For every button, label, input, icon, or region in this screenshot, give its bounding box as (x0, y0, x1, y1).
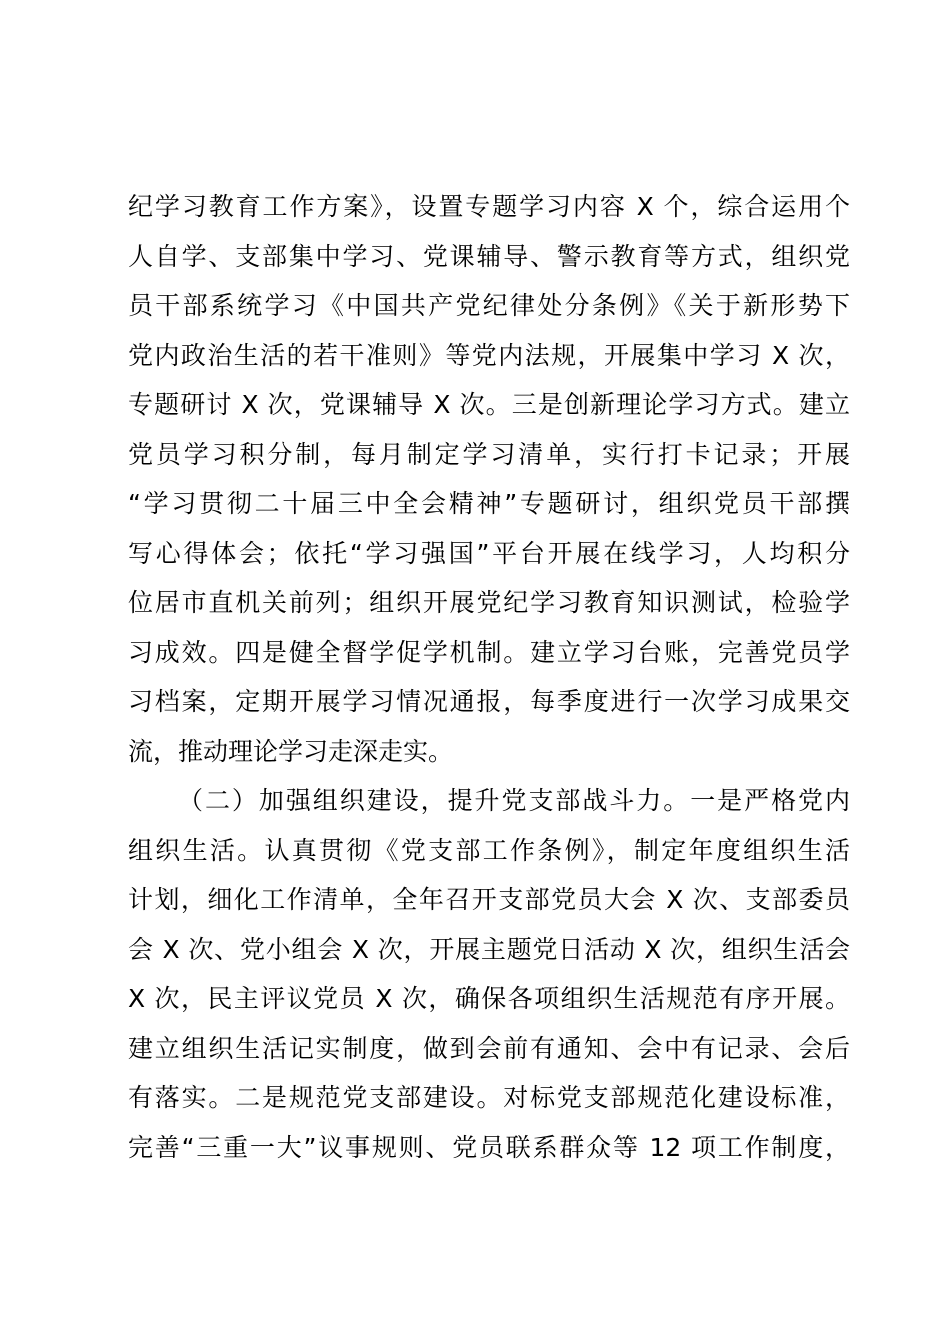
text-line: 人自学、支部集中学习、党课辅导、警示教育等方式，组织党 (128, 241, 850, 271)
text-line: 党员学习积分制，每月制定学习清单，实行打卡记录；开展 (128, 439, 850, 469)
text-line: X 次，民主评议党员 X 次，确保各项组织生活规范有序开展。 (128, 984, 850, 1013)
text-line: 员干部系统学习《中国共产党纪律处分条例》《关于新形势下 (128, 291, 850, 320)
text-line: 习成效。四是健全督学促学机制。建立学习台账，完善党员学 (128, 637, 850, 667)
body-text (128, 182, 850, 1172)
text-line: 建立组织生活记实制度，做到会前有通知、会中有记录、会后 (128, 1033, 850, 1063)
text-line: 计划，细化工作清单，全年召开支部党员大会 X 次、支部委员 (128, 885, 850, 914)
text-line: 完善“三重一大”议事规则、党员联系群众等 12 项工作制度， (128, 1132, 850, 1162)
text-line: 流，推动理论学习走深走实。 (128, 736, 454, 766)
text-line: “学习贯彻二十届三中全会精神”专题研讨，组织党员干部撰 (128, 489, 850, 518)
text-line: 习档案，定期开展学习情况通报，每季度进行一次学习成果交 (128, 687, 850, 716)
text-line: 专题研讨 X 次，党课辅导 X 次。三是创新理论学习方式。建立 (128, 390, 850, 419)
text-line: （二）加强组织建设，提升党支部战斗力。一是严格党内 (178, 786, 850, 815)
text-line: 有落实。二是规范党支部建设。对标党支部规范化建设标准， (128, 1083, 850, 1112)
text-line: 党内政治生活的若干准则》等党内法规，开展集中学习 X 次， (128, 340, 850, 370)
text-line: 写心得体会；依托“学习强国”平台开展在线学习，人均积分 (128, 538, 850, 568)
text-line: 会 X 次、党小组会 X 次，开展主题党日活动 X 次，组织生活会 (128, 934, 850, 964)
text-line: 位居市直机关前列；组织开展党纪学习教育知识测试，检验学 (128, 588, 850, 617)
text-line: 纪学习教育工作方案》，设置专题学习内容 X 个，综合运用个 (128, 192, 850, 221)
text-line: 组织生活。认真贯彻《党支部工作条例》，制定年度组织生活 (128, 835, 850, 865)
